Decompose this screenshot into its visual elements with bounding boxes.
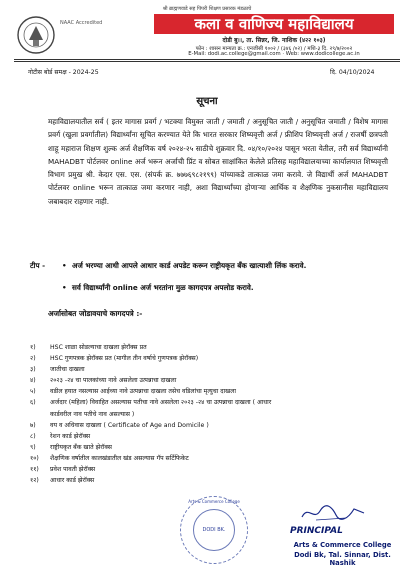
principal-college: Arts & Commerce College	[293, 541, 392, 549]
document-text: प्रवेश पावती झेरॉक्स	[50, 466, 96, 474]
letterhead	[14, 6, 400, 58]
document-item	[30, 420, 370, 431]
notice-reference: नोटीस बोर्ड समक्ष - 2024-25	[28, 69, 99, 76]
document-number: ६)	[30, 399, 36, 407]
document-number: १)	[30, 344, 36, 351]
header-divider	[14, 59, 400, 60]
document-number: ७)	[30, 421, 36, 429]
notice-body	[48, 115, 388, 208]
document-item	[30, 453, 370, 464]
document-text: HSC गुणपत्रक झेरॉक्स प्रत (मागील तीन वर्षाचे गुणपत्रक झेरॉक्स)	[50, 355, 199, 363]
document-item	[30, 386, 370, 397]
note-label: टीप -	[30, 261, 46, 270]
document-number: २)	[30, 355, 36, 363]
college-email: E-Mail: dodi.ac.college@gmail.com · Web: www.dodicollege.ac.in	[188, 51, 360, 57]
documents-heading: अर्जासोबत जोडावयाचे कागदपत्रे :-	[48, 309, 143, 318]
note-item-1: अर्ज भरण्या आधी आपले आधार कार्ड अपडेट करून राष्ट्रीयकृत बँक खात्याशी लिंक करावे.	[72, 261, 307, 270]
document-number: १०)	[30, 454, 39, 462]
document-number: १२)	[30, 477, 39, 485]
college-seal	[180, 496, 248, 564]
notice-heading: सूचना	[196, 96, 218, 107]
document-item	[30, 409, 370, 420]
document-item	[30, 464, 370, 475]
naac-label: NAAC Accredited	[60, 20, 103, 26]
document-text: वय व अधिवास दाखला ( Certificate of Age and Domicile )	[50, 421, 209, 429]
note-bullet-icon: •	[62, 283, 67, 292]
seal-ring-text: Arts & Commerce College	[188, 499, 240, 504]
college-logo-icon	[16, 14, 56, 56]
document-number: ८)	[30, 432, 36, 440]
document-text: राष्ट्रीयकृत बँक खाते झेरॉक्स	[50, 443, 112, 451]
document-text: रेशन कार्ड झेरॉक्स	[50, 432, 91, 440]
document-item	[30, 397, 370, 408]
header-divider-2	[14, 61, 400, 62]
document-item	[30, 364, 370, 375]
document-number: ३)	[30, 366, 36, 374]
document-text: आधार कार्ड झेरॉक्स	[50, 477, 95, 485]
document-number: ४)	[30, 377, 36, 385]
document-text: शैक्षणिक वर्षातील कालखंडातील खंड असल्यास गॅप सर्टिफिकेट	[50, 454, 189, 462]
document-item	[30, 442, 370, 453]
principal-place: Dodi Bk, Tal. Sinnar, Dist. Nashik	[294, 551, 391, 567]
document-item	[30, 342, 370, 353]
notice-body-text: महाविद्यालयातील सर्व ( इतर मागास प्रवर्ग / भटक्या विमुक्त जाती / जमाती / अनुसूचित जाती / अनुसूचित जमाती / विशेष मागास प्रवर्ग (खुला प्रवर्गातील) विद्यार्थ्यांना सूचित करण्यात येते कि भारत सरकार शिष्यवृत्ती अर्ज / फ्रीशिप शिष्यवृत्ती अर्ज / राजर्षी छत्रपती शाहू महाराज शिक्षण शुल्क अर्ज शैक्षणिक वर्ष २०२४-२५ साठीचे शुक्रवार दि. ०४/१०/२०२४ पासून भरता येतील, तरी सर्व विद्यार्थ्यांनी MAHADBT पोर्टलवर online अर्ज भरून अर्जाची प्रिंट व सोबत साक्षांकित केलेले प्रतिसह महाविद्यालयाच्या कार्यालयात शिष्यवृत्ती विभाग प्रमुख श्री. केदार एस. एस. (संपर्क क्र. ७७७६९८२१९९) यांच्याकडे तात्काळ जमा करावे. जे विद्यार्थी अर्ज MAHADBT पोर्टलवर online भरून तात्काळ जमा करणार नाही, अशा विद्यार्थ्यांच्या होणाऱ्या आर्थिक व शैक्षणिक नुकसानीस महाविद्यालय जबाबदार राहणार नाही.	[48, 117, 388, 206]
seal-center-text: DODI BK.	[193, 509, 235, 551]
document-number: ११)	[30, 466, 39, 474]
principal-signature	[298, 503, 368, 523]
document-item	[30, 475, 370, 486]
document-number: ५)	[30, 388, 36, 396]
college-address: दोडी बु।।, ता. सिन्नर, जि. नाशिक (४२२ १०३)	[222, 37, 326, 44]
principal-title: PRINCIPAL	[290, 526, 343, 536]
document-text: वडील हयात नसल्यास आईच्या नावे उत्पन्नाचा दाखला तसेच वडिलांचा मृत्युचा दाखला	[50, 388, 236, 396]
document-text: २०२३ -२४ चा पालकांच्या नावे असलेला उत्पन्नाचा दाखला	[50, 377, 177, 385]
document-item	[30, 431, 370, 442]
document-text: अर्जदार (महिला) विवाहित असल्यास पतीचा नावे असलेला २०२३ -२४ चा उत्पन्नाचा दाखला ( आधार	[50, 399, 272, 407]
documents-list	[30, 342, 370, 486]
college-name: कला व वाणिज्य महाविद्यालय	[154, 14, 394, 34]
note-bullet-icon: •	[62, 261, 67, 270]
trust-name: श्री ब्राह्मणवाडे सह पिंपरी शिक्षण प्रसारक मंडळाचे	[162, 6, 252, 12]
document-text: जातीचा दाखला	[50, 366, 85, 374]
notice-date: दि. 04/10/2024	[330, 69, 375, 76]
document-number: ९)	[30, 443, 36, 451]
note-item-2: सर्व विद्यार्थ्यांनी online अर्ज भरतांना मुळ कागदपत्र अपलोड करावे.	[72, 283, 254, 292]
document-item	[30, 375, 370, 386]
document-text: HSC शाळा सोडल्याचा दाखला झेरॉक्स प्रत	[50, 344, 147, 351]
document-text: कार्डवरील नाव पतीचे नाव असल्यास )	[50, 410, 135, 418]
document-item	[30, 353, 370, 364]
college-phone: फोन : शासन मान्यता क्र.: एनजीसी १००२ / (३४६ /०२) / मशि-३ दि. २९/७/२००२	[195, 46, 353, 52]
